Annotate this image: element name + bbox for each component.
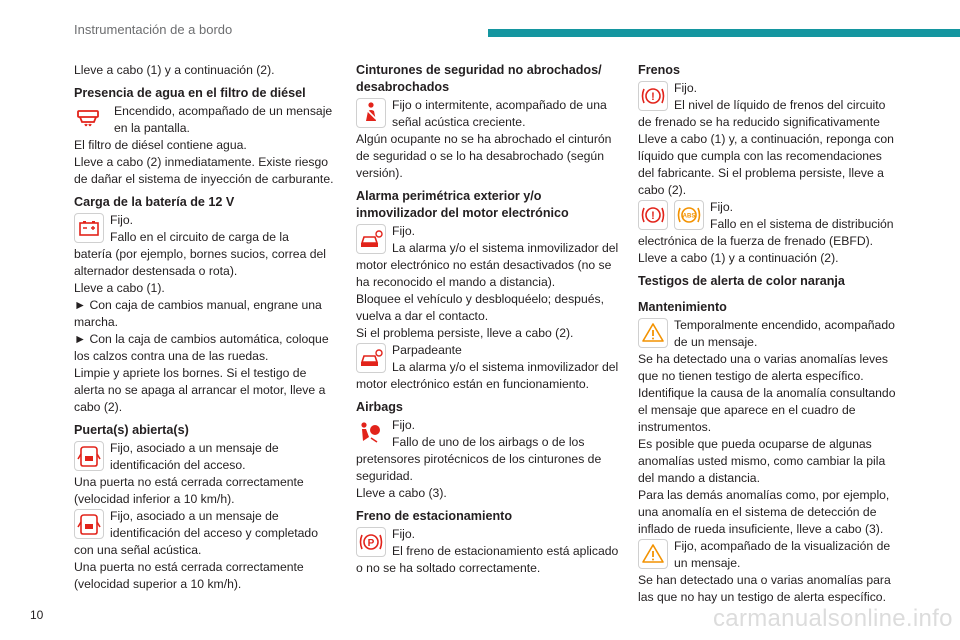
paragraph: un mensaje. xyxy=(674,556,741,570)
paragraph: marcha. xyxy=(74,315,119,329)
paragraph: cabo (2). xyxy=(74,400,123,414)
car-key-icon xyxy=(356,224,386,254)
seatbelt-icon xyxy=(356,98,386,128)
paragraph: La alarma y/o el sistema inmovilizador del xyxy=(392,241,619,255)
paragraph: Fallo en el sistema de distribución xyxy=(710,217,894,231)
paragraph: Identifique la causa de la anomalía consultando xyxy=(638,386,896,400)
paragraph: del fabricante. Si el problema persiste, lleve a xyxy=(638,166,884,180)
paragraph: los calzos contra una de las ruedas. xyxy=(74,349,269,363)
paragraph: Fijo. xyxy=(674,81,698,95)
section-heading-parking-brake: Freno de estacionamiento xyxy=(356,509,513,523)
column-3 xyxy=(638,62,906,606)
paragraph: Lleve a cabo (2) inmediatamente. Existe riesgo xyxy=(74,155,329,169)
paragraph: (velocidad superior a 10 km/h). xyxy=(74,577,242,591)
paragraph: ha reconocido el mando a distancia). xyxy=(356,275,556,289)
door-open-icon xyxy=(74,441,104,471)
paragraph: con una señal acústica. xyxy=(74,543,202,557)
paragraph: de dañar el sistema de inyección de carburante. xyxy=(74,172,334,186)
paragraph: Se han detectado una o varias anomalías para xyxy=(638,573,891,587)
header-accent-bar xyxy=(488,29,960,37)
page-number: 10 xyxy=(30,608,44,622)
heading-line: Cinturones de seguridad no abrochados/ xyxy=(356,63,602,77)
paragraph: identificación del acceso. xyxy=(110,458,246,472)
heading-line: desabrochados xyxy=(356,80,450,94)
paragraph: anomalías usted mismo, como cambiar la pila xyxy=(638,454,886,468)
airbag-icon xyxy=(356,418,386,448)
paragraph: motor electrónico están en funcionamiento. xyxy=(356,377,590,391)
heading-line: inmovilizador del motor electrónico xyxy=(356,206,569,220)
paragraph: el mensaje que aparece en el cuadro de xyxy=(638,403,856,417)
paragraph: Es posible que pueda ocuparse de algunas xyxy=(638,437,872,451)
paragraph: ► Con caja de cambios manual, engrane una xyxy=(74,298,322,312)
paragraph: seguridad. xyxy=(356,469,413,483)
paragraph: ► Con la caja de cambios automática, coloque xyxy=(74,332,329,346)
paragraph: Fijo. xyxy=(392,527,416,541)
paragraph: líquido que cumpla con las recomendaciones xyxy=(638,149,882,163)
paragraph: La alarma y/o el sistema inmovilizador del xyxy=(392,360,619,374)
door-open-icon xyxy=(74,509,104,539)
watermark: carmanualsonline.info xyxy=(713,605,953,632)
paragraph: vuelva a dar el contacto. xyxy=(356,309,489,323)
paragraph: alerta no se apaga al arrancar el motor, lleve a xyxy=(74,383,326,397)
paragraph: o no se ha soltado correctamente. xyxy=(356,561,541,575)
paragraph: Fijo o intermitente, acompañado de una xyxy=(392,98,607,112)
paragraph: una anomalía en el sistema de detección de xyxy=(638,505,877,519)
paragraph: Fijo. xyxy=(110,213,134,227)
column-1 xyxy=(74,62,342,593)
paragraph: Fijo. xyxy=(392,418,416,432)
paragraph: Una puerta no está cerrada correctamente xyxy=(74,475,304,489)
paragraph: El filtro de diésel contiene agua. xyxy=(74,138,247,152)
paragraph: Fijo, asociado a un mensaje de xyxy=(110,441,279,455)
paragraph: pretensores pirotécnicos de los cinturones de xyxy=(356,452,602,466)
paragraph: batería (por ejemplo, bornes sucios, correa del xyxy=(74,247,327,261)
parking-brake-icon xyxy=(356,527,386,557)
paragraph: Encendido, acompañado de un mensaje xyxy=(114,104,333,118)
paragraph: Si el problema persiste, lleve a cabo (2). xyxy=(356,326,574,340)
paragraph: de frenado se ha reducido significativamente xyxy=(638,115,880,129)
section-heading-maintenance: Mantenimiento xyxy=(638,300,727,314)
running-header: Instrumentación de a bordo xyxy=(74,22,233,37)
paragraph: identificación del acceso y completado xyxy=(110,526,318,540)
paragraph: Fijo, acompañado de la visualización de xyxy=(674,539,891,553)
warning-triangle-icon xyxy=(638,539,668,569)
paragraph: Fallo en el circuito de carga de la xyxy=(110,230,289,244)
paragraph: Fijo. xyxy=(710,200,734,214)
paragraph: Fallo de uno de los airbags o de los xyxy=(392,435,585,449)
paragraph: instrumentos. xyxy=(638,420,712,434)
paragraph: Bloquee el vehículo y desbloquéelo; después, xyxy=(356,292,604,306)
svg-text:!: ! xyxy=(651,210,655,222)
brake-warning-icon xyxy=(638,81,668,111)
paragraph: Temporalmente encendido, acompañado xyxy=(674,318,895,332)
paragraph: Lleve a cabo (1) y a continuación (2). xyxy=(74,63,275,77)
battery-icon xyxy=(74,213,104,243)
section-heading-alarm xyxy=(356,188,624,222)
paragraph: Se ha detectado una o varias anomalías leves xyxy=(638,352,889,366)
abs-icon xyxy=(674,200,704,230)
paragraph: alternador destensada o rota). xyxy=(74,264,238,278)
paragraph: Para las demás anomalías como, por ejemplo, xyxy=(638,488,890,502)
paragraph: Una puerta no está cerrada correctamente xyxy=(74,560,304,574)
paragraph: de seguridad o se lo ha desabrochado (según xyxy=(356,149,604,163)
section-heading-water-filter: Presencia de agua en el filtro de diésel xyxy=(74,86,306,100)
section-heading-doors: Puerta(s) abierta(s) xyxy=(74,423,189,437)
paragraph: Algún ocupante no se ha abrochado el cinturón xyxy=(356,132,612,146)
warning-triangle-icon xyxy=(638,318,668,348)
heading-line: Alarma perimétrica exterior y/o xyxy=(356,189,542,203)
paragraph: motor electrónico no están desactivados (no se xyxy=(356,258,612,272)
paragraph: que no tienen testigo de alerta específico. xyxy=(638,369,864,383)
section-heading-seatbelts xyxy=(356,62,624,96)
paragraph: inflado de rueda insuficiente, lleve a cabo (3). xyxy=(638,522,884,536)
paragraph: cabo (2). xyxy=(638,183,687,197)
paragraph: Fijo. xyxy=(392,224,416,238)
fuel-filter-water-icon xyxy=(74,104,108,134)
svg-text:!: ! xyxy=(651,91,655,103)
paragraph: Fijo, asociado a un mensaje de xyxy=(110,509,279,523)
section-heading-airbags: Airbags xyxy=(356,400,403,414)
section-heading-orange-warnings: Testigos de alerta de color naranja xyxy=(638,274,845,288)
paragraph: Lleve a cabo (1). xyxy=(74,281,165,295)
paragraph: Lleve a cabo (1) y, a continuación, reponga con xyxy=(638,132,894,146)
paragraph: Limpie y apriete los bornes. Si el testigo de xyxy=(74,366,307,380)
section-heading-battery: Carga de la batería de 12 V xyxy=(74,195,235,209)
paragraph: en la pantalla. xyxy=(114,121,190,135)
column-2 xyxy=(356,62,624,577)
paragraph: Parpadeante xyxy=(392,343,462,357)
paragraph: del mando a distancia. xyxy=(638,471,760,485)
section-heading-brakes: Frenos xyxy=(638,63,680,77)
paragraph: El freno de estacionamiento está aplicado xyxy=(392,544,619,558)
paragraph: Lleve a cabo (3). xyxy=(356,486,447,500)
paragraph: las que no hay un testigo de alerta específico. xyxy=(638,590,886,604)
paragraph: de un mensaje. xyxy=(674,335,758,349)
svg-text:ABS: ABS xyxy=(682,213,696,220)
brake-warning-icon xyxy=(638,200,668,230)
paragraph: señal acústica creciente. xyxy=(392,115,526,129)
svg-text:P: P xyxy=(367,538,375,549)
paragraph: (velocidad inferior a 10 km/h). xyxy=(74,492,235,506)
paragraph: El nivel de líquido de frenos del circuito xyxy=(674,98,886,112)
paragraph: Lleve a cabo (1) y a continuación (2). xyxy=(638,251,839,265)
car-key-icon xyxy=(356,343,386,373)
paragraph: versión). xyxy=(356,166,403,180)
paragraph: electrónica de la fuerza de frenado (EBFD). xyxy=(638,234,874,248)
